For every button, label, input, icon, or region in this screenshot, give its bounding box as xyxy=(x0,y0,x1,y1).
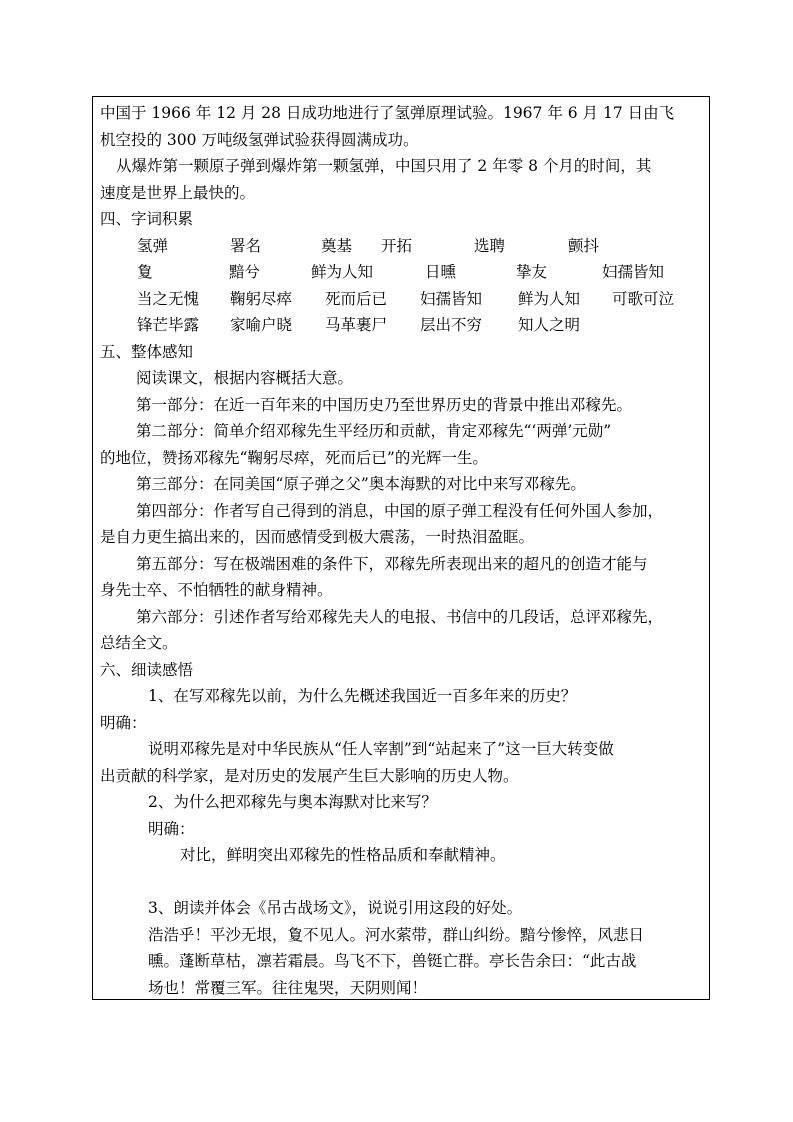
text-line: 总结全文。 xyxy=(100,634,178,652)
quote-line: 曛。蓬断草枯，凛若霜晨。鸟飞不下，兽铤亡群。亭长告余曰：“此古战 xyxy=(148,952,637,970)
vocab-word: 死而后已 xyxy=(325,289,388,308)
vocab-word: 鲜为人知 xyxy=(518,289,581,308)
vocab-row xyxy=(100,312,708,339)
vocab-word: 挚友 xyxy=(516,263,548,281)
vocab-word: 奠基 xyxy=(321,236,353,255)
question: 3、朗读并体会《吊古战场文》，说说引用这段的好处。 xyxy=(148,899,523,917)
document-body xyxy=(100,100,708,1001)
text-line: 对比，鲜明突出邓稼先的性格品质和奉献精神。 xyxy=(180,846,506,864)
vocab-word: 鲜为人知 xyxy=(311,263,374,281)
vocab-word: 鞠躬尽瘁 xyxy=(230,289,293,308)
text-line: 说明邓稼先是对中华民族从“任人宰割”到“站起来了”这一巨大转变做 xyxy=(148,740,614,758)
question: 1、在写邓稼先以前，为什么先概述我国近一百多年来的历史？ xyxy=(148,687,577,705)
vocab-word: 马革裹尸 xyxy=(325,316,388,334)
vocab-word: 知人之明 xyxy=(518,316,581,334)
text-line: 机空投的 300 万吨级氢弹试验获得圆满成功。 xyxy=(100,130,419,149)
text-line: 出贡献的科学家，是对历史的发展产生巨大影响的历史人物。 xyxy=(100,766,519,785)
answer-label: 明确： xyxy=(148,819,195,838)
text-line: 的地位，赞扬邓稼先“鞠躬尽瘁，死而后已”的光辉一生。 xyxy=(100,448,488,467)
section-heading-close-reading: 六、细读感悟 xyxy=(100,660,194,679)
vocab-word: 家喻户晓 xyxy=(230,316,293,334)
question: 2、为什么把邓稼先与奥本海默对比来写？ xyxy=(148,793,437,811)
vocab-row xyxy=(100,286,708,313)
text-line: 速度是世界上最快的。 xyxy=(100,183,256,202)
vocab-word: 选聘 xyxy=(474,236,506,255)
vocab-word: 当之无愧 xyxy=(137,289,200,308)
vocab-row xyxy=(100,259,708,286)
text-line: 第一部分：在近一百年来的中国历史乃至世界历史的背景中推出邓稼先。 xyxy=(136,395,633,414)
text-line: 阅读课文，根据内容概括大意。 xyxy=(136,369,354,387)
text-line: 第六部分：引述作者写给邓稼先夫人的电报、书信中的几段话，总评邓稼先， xyxy=(136,607,664,626)
vocab-word: 可歌可泣 xyxy=(612,289,675,308)
vocab-row xyxy=(100,233,708,260)
text-line: 第三部分：在同美国“原子弹之父”奥本海默的对比中来写邓稼先。 xyxy=(136,475,586,493)
vocab-word: 夐 xyxy=(137,263,153,281)
quote-line: 场也！常覆三军。往往鬼哭，天阴则闻！ xyxy=(148,978,428,997)
vocab-word: 黯兮 xyxy=(229,263,261,281)
text-line: 身先士卒、不怕牺牲的献身精神。 xyxy=(100,581,333,599)
text-line: 第五部分：写在极端困难的条件下，邓稼先所表现出来的超凡的创造才能与 xyxy=(136,554,648,573)
vocab-word: 层出不穷 xyxy=(420,316,483,334)
vocab-word: 颤抖 xyxy=(568,236,600,255)
text-line: 从爆炸第一颗原子弹到爆炸第一颗氢弹，中国只用了 2 年零 8 个月的时间，其 xyxy=(116,157,652,175)
vocab-word: 妇孺皆知 xyxy=(420,289,483,308)
text-line: 第二部分：简单介绍邓稼先生平经历和贡献，肯定邓稼先“‘两弹’元勋” xyxy=(136,422,612,440)
text-line: 第四部分：作者写自己得到的消息，中国的原子弹工程没有任何外国人参加， xyxy=(136,501,664,520)
vocab-word: 锋芒毕露 xyxy=(137,316,200,334)
text-line: 中国于 1966 年 12 月 28 日成功地进行了氢弹原理试验。1967 年 6 月 17 日由飞 xyxy=(100,104,675,122)
answer-label: 明确： xyxy=(100,713,147,732)
vocab-word: 妇孺皆知 xyxy=(602,263,665,281)
vocab-word: 开拓 xyxy=(381,236,413,255)
vocab-word: 氢弹 xyxy=(137,236,169,255)
quote-line: 浩浩乎！平沙无垠，夐不见人。河水萦带，群山纠纷。黯兮惨悴，风悲日 xyxy=(148,925,645,944)
vocab-word: 日曛 xyxy=(425,263,457,281)
blank-line xyxy=(100,869,708,896)
section-heading-vocabulary: 四、字词积累 xyxy=(100,210,194,228)
text-line: 是自力更生搞出来的，因而感情受到极大震荡，一时热泪盈眶。 xyxy=(100,528,535,546)
section-heading-overview: 五、整体感知 xyxy=(100,342,194,361)
vocab-word: 署名 xyxy=(230,236,262,255)
